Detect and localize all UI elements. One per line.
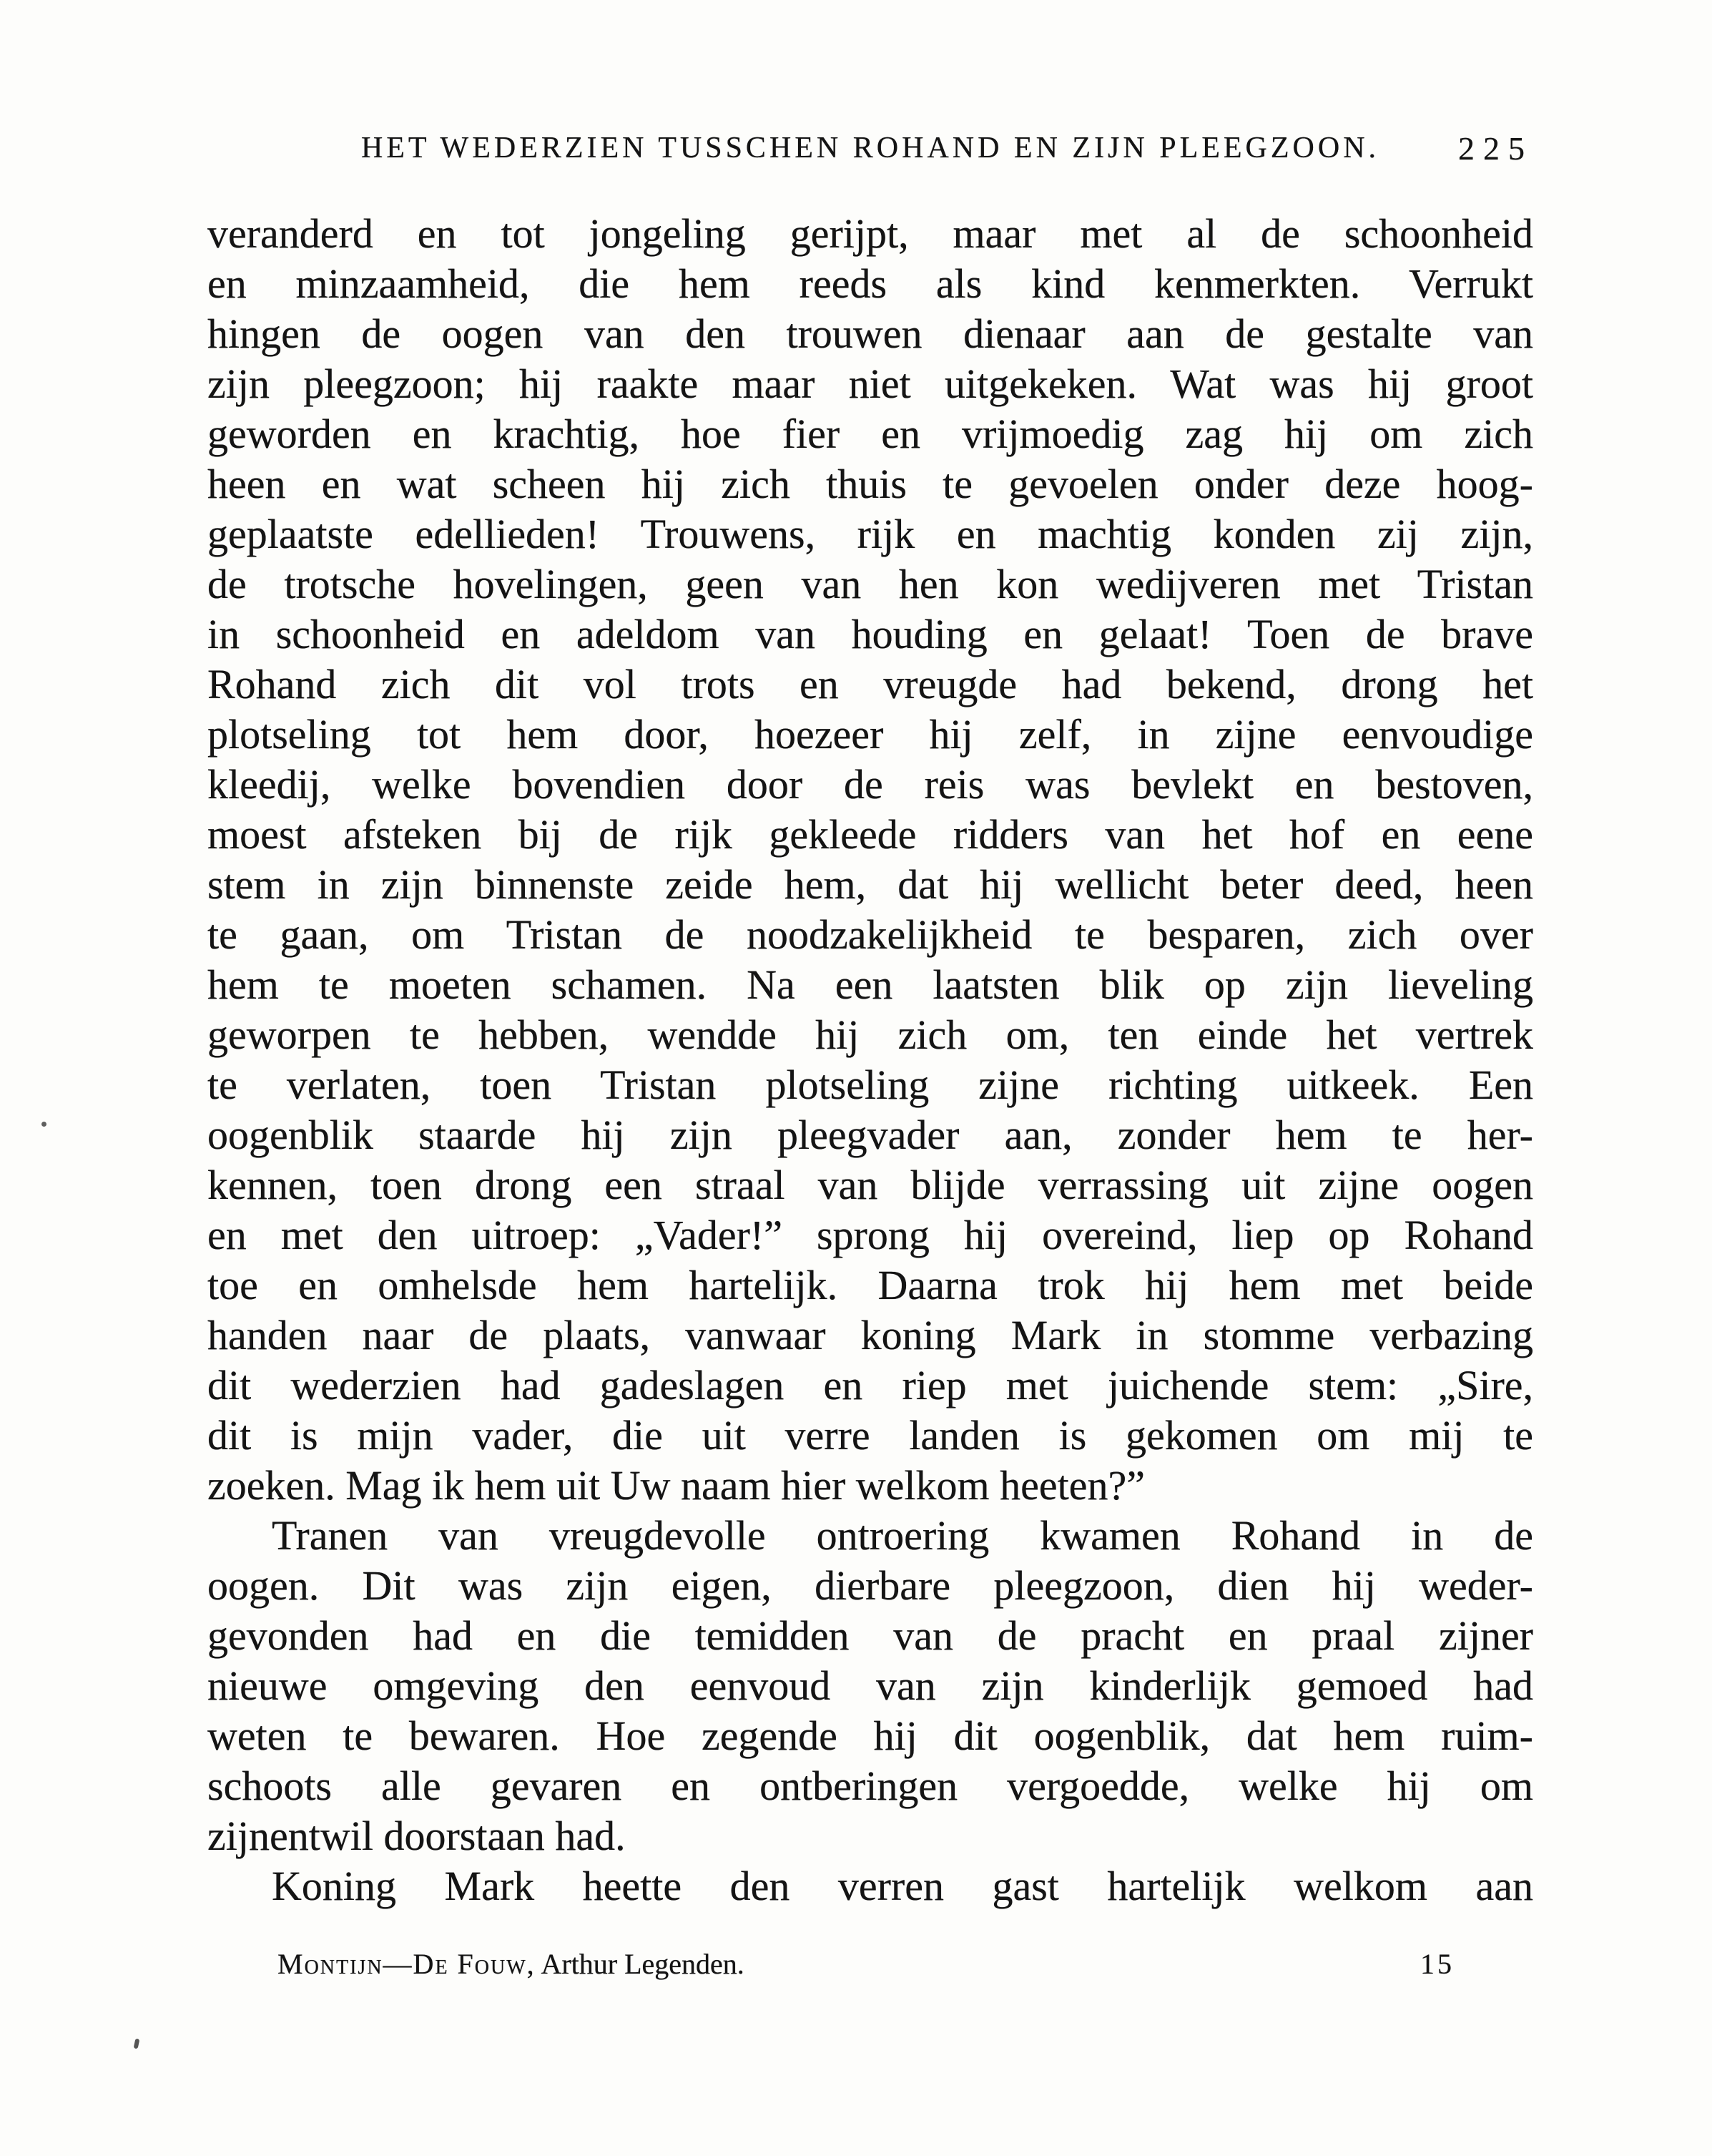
imprint-authors: Montijn—De Fouw, xyxy=(277,1948,536,1980)
text-line: de trotsche hovelingen, geen van hen kon wedijveren met Tristan xyxy=(207,561,1533,607)
text-line: kleedij, welke bovendien door de reis was bevlekt en bestoven, xyxy=(207,761,1533,808)
page-number: 225 xyxy=(1458,130,1533,167)
text-line: Koning Mark heette den verren gast hartelijk welkom aan xyxy=(272,1863,1533,1909)
text-line: stem in zijn binnenste zeide hem, dat hij wellicht beter deed, heen xyxy=(207,861,1533,908)
text-line: weten te bewaren. Hoe zegende hij dit oogenblik, dat hem ruim- xyxy=(207,1712,1533,1759)
text-line: geplaatste edellieden! Trouwens, rijk en machtig konden zij zijn, xyxy=(207,511,1533,557)
text-line: zoeken. Mag ik hem uit Uw naam hier welkom heeten?” xyxy=(207,1462,1145,1509)
text-line: moest afsteken bij de rijk gekleede ridders van het hof en eene xyxy=(207,811,1533,858)
text-line: geworden en krachtig, hoe fier en vrijmoedig zag hij om zich xyxy=(207,411,1533,457)
text-line: te verlaten, toen Tristan plotseling zijne richting uitkeek. Een xyxy=(207,1062,1533,1108)
text-line: nieuwe omgeving den eenvoud van zijn kinderlijk gemoed had xyxy=(207,1662,1533,1709)
text-line: zijn pleegzoon; hij raakte maar niet uitgekeken. Wat was hij groot xyxy=(207,361,1533,407)
text-line: oogen. Dit was zijn eigen, dierbare pleegzoon, dien hij weder- xyxy=(207,1562,1533,1609)
text-line: dit wederzien had gadeslagen en riep met juichende stem: „Sire, xyxy=(207,1362,1533,1408)
signature-number: 15 xyxy=(1420,1948,1455,1980)
text-line: heen en wat scheen hij zich thuis te gevoelen onder deze hoog- xyxy=(207,461,1533,507)
text-line: handen naar de plaats, vanwaar koning Mark in stomme verbazing xyxy=(207,1312,1533,1358)
text-line: zijnentwil doorstaan had. xyxy=(207,1813,626,1859)
text-line: dit is mijn vader, die uit verre landen is gekomen om mij te xyxy=(207,1412,1533,1459)
imprint-work: Arthur Legenden. xyxy=(535,1948,744,1980)
text-line: toe en omhelsde hem hartelijk. Daarna trok hij hem met beide xyxy=(207,1262,1533,1308)
text-line: Rohand zich dit vol trots en vreugde had bekend, drong het xyxy=(207,661,1533,707)
text-line: kennen, toen drong een straal van blijde verrassing uit zijne oogen xyxy=(207,1162,1533,1208)
scan-speck xyxy=(41,1122,46,1127)
text-line: en minzaamheid, die hem reeds als kind kenmerkten. Verrukt xyxy=(207,260,1533,307)
scan-speck xyxy=(134,2039,140,2049)
text-line: hem te moeten schamen. Na een laatsten blik op zijn lieveling xyxy=(207,961,1533,1008)
text-line: in schoonheid en adeldom van houding en gelaat! Toen de brave xyxy=(207,611,1533,657)
text-line: oogenblik staarde hij zijn pleegvader aan, zonder hem te her- xyxy=(207,1112,1533,1158)
imprint xyxy=(277,1947,744,1981)
page-footer xyxy=(207,1947,1533,1990)
page-body xyxy=(207,209,1533,1911)
text-line: plotseling tot hem door, hoezeer hij zelf, in zijne eenvoudige xyxy=(207,711,1533,758)
text-line: gevonden had en die temidden van de pracht en praal zijner xyxy=(207,1612,1533,1659)
text-line: Tranen van vreugdevolle ontroering kwamen Rohand in de xyxy=(272,1512,1533,1559)
text-line: geworpen te hebben, wendde hij zich om, ten einde het vertrek xyxy=(207,1011,1533,1058)
text-line: te gaan, om Tristan de noodzakelijkheid te besparen, zich over xyxy=(207,911,1533,958)
text-line: en met den uitroep: „Vader!” sprong hij overeind, liep op Rohand xyxy=(207,1212,1533,1258)
page-header xyxy=(207,131,1533,177)
running-title: HET WEDERZIEN TUSSCHEN ROHAND EN ZIJN PLEEGZOON. xyxy=(360,132,1380,165)
text-line: veranderd en tot jongeling gerijpt, maar met al de schoonheid xyxy=(207,210,1533,257)
text-line: hingen de oogen van den trouwen dienaar aan de gestalte van xyxy=(207,310,1533,357)
text-line: schoots alle gevaren en ontberingen vergoedde, welke hij om xyxy=(207,1763,1533,1809)
